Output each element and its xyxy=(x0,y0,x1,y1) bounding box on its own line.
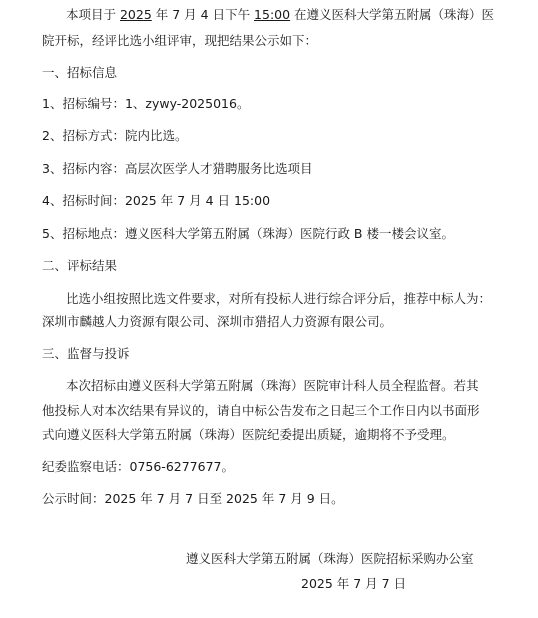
section1-heading: 一、招标信息 xyxy=(42,65,118,80)
section1-item-5: 5、招标地点：遵义医科大学第五附属（珠海）医院行政 B 楼一楼会议室。 xyxy=(42,226,454,241)
intro-text-a: 本项目于 xyxy=(66,7,120,22)
section1-item-3: 3、招标内容：高层次医学人才猎聘服务比选项目 xyxy=(42,161,313,176)
intro-text-c: 在遵义医科大学第五附属（珠海）医 xyxy=(290,7,495,22)
signature-org: 遵义医科大学第五附属（珠海）医院招标采购办公室 xyxy=(186,551,474,566)
section3-line-3: 式向遵义医科大学第五附属（珠海）医院纪委提出质疑，逾期将不予受理。 xyxy=(42,427,455,442)
section3-line-1: 本次招标由遵义医科大学第五附属（珠海）医院审计科人员全程监督。若其 xyxy=(66,378,479,393)
intro-text-b: 年 7 月 4 日下午 xyxy=(151,7,255,22)
section2-heading: 二、评标结果 xyxy=(42,258,118,273)
intro-line-2: 院开标，经评比选小组评审，现把结果公示如下： xyxy=(42,33,318,48)
section2-line-2: 深圳市麟越人力资源有限公司、深圳市猎招人力资源有限公司。 xyxy=(42,314,393,329)
section1-item-2: 2、招标方式：院内比选。 xyxy=(42,128,188,143)
signature-date: 2025 年 7 月 7 日 xyxy=(301,576,407,591)
section1-item-4: 4、招标时间：2025 年 7 月 4 日 15:00 xyxy=(42,193,271,208)
publicity-period: 公示时间：2025 年 7 月 7 日至 2025 年 7 月 9 日。 xyxy=(42,491,344,506)
intro-year: 2025 xyxy=(119,7,152,22)
intro-time: 15:00 xyxy=(254,7,291,22)
section3-line-2: 他投标人对本次结果有异议的，请自中标公告发布之日起三个工作日内以书面形 xyxy=(42,403,480,418)
section2-line-1: 比选小组按照比选文件要求，对所有投标人进行综合评分后，推荐中标人为： xyxy=(66,291,492,306)
section1-item-1: 1、招标编号：1、zywy-2025016。 xyxy=(42,96,250,111)
section3-heading: 三、监督与投诉 xyxy=(42,346,130,361)
contact-phone: 纪委监察电话：0756-6277677。 xyxy=(42,459,234,474)
intro-line-1 xyxy=(66,6,494,24)
